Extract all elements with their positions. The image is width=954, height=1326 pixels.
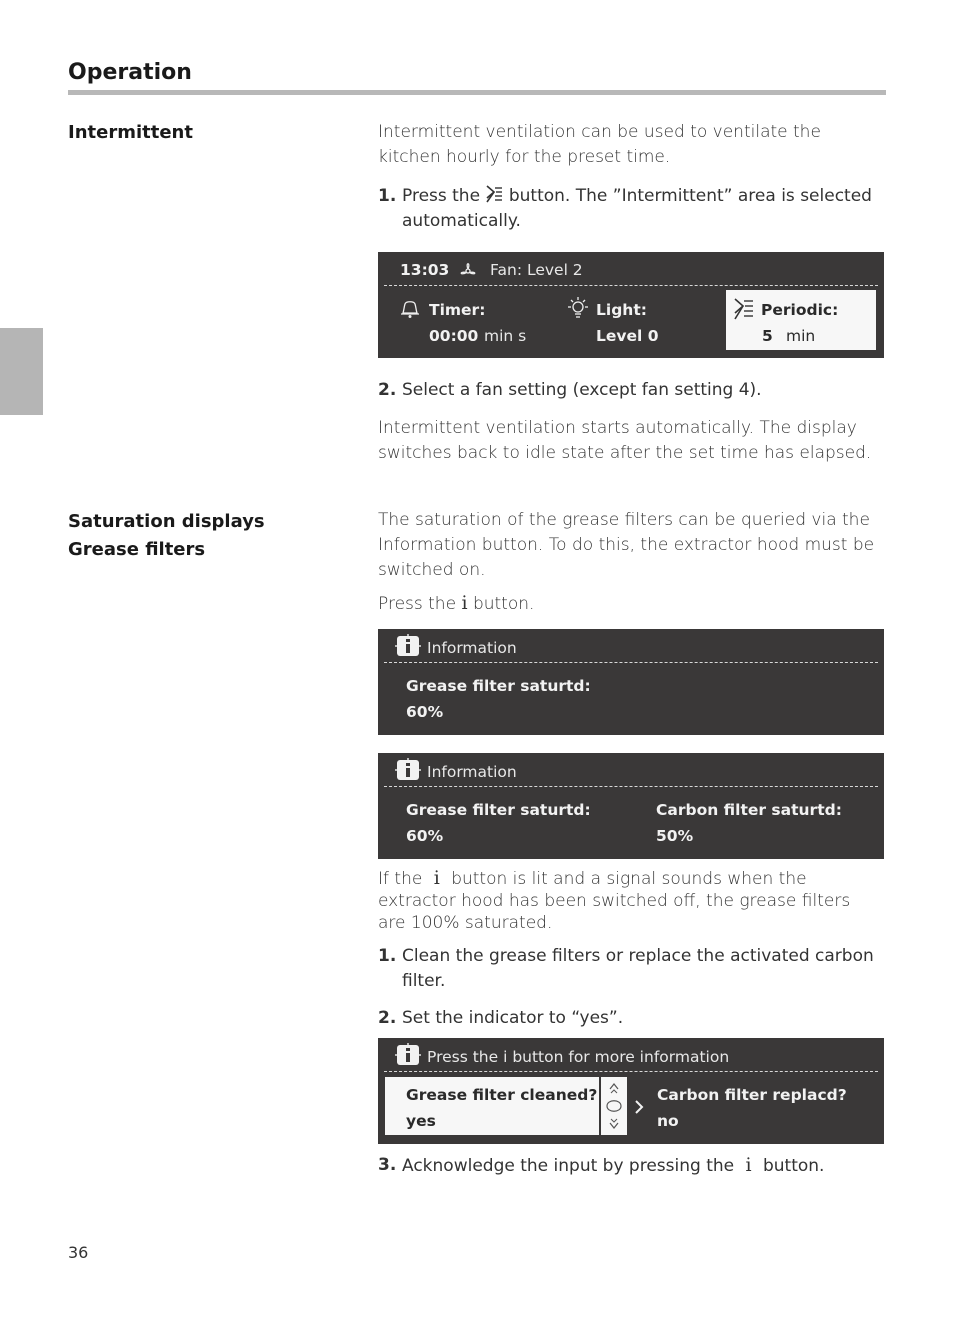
display-header-text: Press the i button for more information: [427, 1048, 730, 1066]
display-header: [378, 1038, 884, 1071]
display-header: [378, 252, 884, 285]
step-text-after: button. The ”Intermittent” area is selected automatically.: [402, 186, 872, 231]
timer-label: Timer:: [429, 301, 486, 319]
saturation-step-1: [378, 944, 883, 994]
periodic-selected-area[interactable]: [726, 290, 876, 350]
heading-intermittent: Intermittent: [68, 122, 193, 143]
info-button-glyph: i: [433, 867, 440, 889]
grease-filter-label: Grease filter saturtd:: [406, 801, 591, 819]
lit-button-note: [378, 867, 883, 934]
step-text: Select a fan setting (except fan setting 4).: [402, 380, 762, 400]
display-header: [378, 629, 884, 662]
display-header-text: Information: [427, 763, 517, 781]
intermittent-intro: Intermittent ventilation can be used to ventilate the kitchen hourly for the preset time.: [378, 122, 821, 167]
lit-before: If the: [378, 869, 423, 889]
carbon-replaced-value: no: [657, 1112, 679, 1130]
periodic-fan-icon: [732, 297, 754, 321]
step-number: 3.: [378, 1155, 397, 1175]
display-filter-reset: [378, 1038, 884, 1144]
display-divider: [384, 1071, 878, 1072]
info-icon: [395, 634, 421, 658]
periodic-unit: min: [786, 327, 816, 345]
display-divider: [384, 662, 878, 663]
display-divider: [384, 285, 878, 286]
page-number: 36: [68, 1243, 89, 1262]
grease-cleaned-value: yes: [406, 1112, 436, 1130]
display-info-grease-carbon: [378, 753, 884, 859]
fan-icon: [456, 260, 480, 280]
step-text: [402, 1153, 824, 1179]
display-intermittent: [378, 252, 884, 358]
step-text-after: button.: [762, 1156, 825, 1176]
heading-grease-filters: Grease filters: [68, 539, 206, 560]
value-scroll-control[interactable]: [601, 1077, 627, 1135]
step-text: Clean the grease filters or replace the activated carbon filter.: [402, 946, 874, 991]
press-before: Press the: [378, 594, 457, 614]
info-button-glyph: i: [461, 592, 468, 614]
periodic-value: 5: [762, 327, 773, 345]
display-info-grease: [378, 629, 884, 735]
header-rule: [68, 90, 886, 95]
step-number: 2.: [378, 1008, 397, 1028]
intermittent-step-2: [378, 378, 883, 403]
side-tab-marker: [0, 328, 43, 415]
display-divider: [384, 786, 878, 787]
step-number: 2.: [378, 380, 397, 400]
heading-saturation: Saturation displays: [68, 511, 265, 532]
step-text-before: Press the: [402, 186, 481, 206]
step-text-before: Acknowledge the input by pressing the: [402, 1156, 735, 1176]
lit-after: button is lit and a signal sounds when the extractor hood has been switched off, the grease filters are 100% saturated.: [378, 869, 851, 933]
info-icon: [395, 758, 421, 782]
info-icon: [395, 1043, 421, 1067]
saturation-step-3: [378, 1153, 883, 1179]
periodic-label: Periodic:: [761, 301, 839, 319]
intermittent-outro: Intermittent ventilation starts automatically. The display switches back to idle state after the set time has elapsed.: [378, 418, 872, 463]
light-bulb-icon: [565, 296, 591, 320]
grease-filter-value: 60%: [406, 703, 444, 721]
light-label: Light:: [596, 301, 647, 319]
display-header: [378, 753, 884, 786]
press-after: button.: [472, 594, 535, 614]
up-down-arrows-icon: [603, 1079, 625, 1133]
step-number: 1.: [378, 946, 397, 966]
timer-value: 00:00: [429, 327, 479, 345]
saturation-step-2: [378, 1006, 883, 1031]
periodic-fan-icon: [485, 184, 503, 204]
grease-cleaned-selected[interactable]: [385, 1077, 599, 1135]
grease-filter-label: Grease filter saturtd:: [406, 677, 591, 695]
display-time: 13:03: [400, 261, 450, 279]
display-fan-level: Fan: Level 2: [490, 261, 583, 279]
press-info-line: [378, 591, 883, 617]
carbon-filter-label: Carbon filter saturtd:: [656, 801, 842, 819]
intermittent-step-1: [378, 184, 883, 234]
timer-unit: min s: [484, 327, 527, 345]
light-value: Level 0: [596, 327, 659, 345]
display-header-text: Information: [427, 639, 517, 657]
step-number: 1.: [378, 186, 397, 206]
carbon-replaced-label: Carbon filter replacd?: [657, 1086, 847, 1104]
grease-filter-value: 60%: [406, 827, 444, 845]
step-text: Set the indicator to “yes”.: [402, 1008, 624, 1028]
timer-bell-icon: [398, 297, 422, 319]
chevron-right-icon[interactable]: [632, 1099, 646, 1115]
carbon-filter-value: 50%: [656, 827, 694, 845]
section-title: Operation: [68, 60, 192, 85]
info-button-glyph: i: [745, 1154, 752, 1176]
saturation-intro: The saturation of the grease filters can be queried via the Information button. To do this, the extractor hood must be switched on.: [378, 510, 875, 580]
step-text: [402, 184, 883, 234]
grease-cleaned-label: Grease filter cleaned?: [406, 1086, 598, 1104]
